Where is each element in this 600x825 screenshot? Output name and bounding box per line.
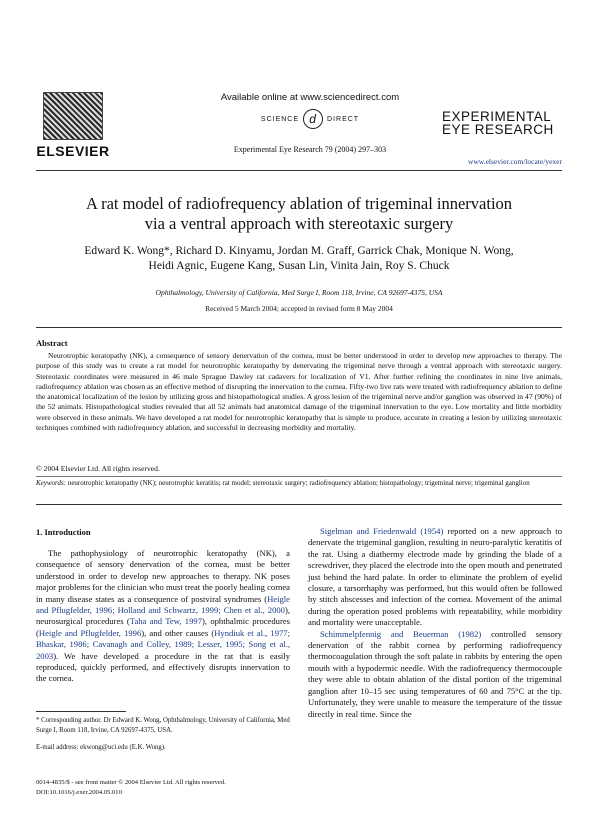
abstract-heading: Abstract xyxy=(36,338,68,348)
journal-url-link[interactable]: www.elsevier.com/locate/yexer xyxy=(467,157,562,166)
section-heading: 1. Introduction xyxy=(36,527,91,537)
citation-link[interactable]: Schimmelpfennig and Beuerman (1982) xyxy=(320,628,482,639)
citation-link[interactable]: Heigle and Pflugfelder, 1996 xyxy=(38,627,142,638)
title-line-2: via a ventral approach with stereotaxic surgery xyxy=(144,214,454,233)
text-run: ), neurosurgical procedures ( xyxy=(36,605,290,627)
text-run: The pathophysiology of neurotrophic keratopathy (NK), a consequence of sensory denervation of the cornea, must be better understood in order to develop new approaches to therapy. NK poses major problems for the clinician who must treat the poorly healing cornea in many disease states as a consequence of postviral syndromes ( xyxy=(36,548,290,604)
affiliation: Ophthalmology, University of California, Med Surge I, Room 118, Irvine, CA 92697-4375, USA xyxy=(155,288,443,297)
keywords-list: neurotrophic keratopathy (NK); neurotrophic keratitis; rat model; stereotaxic surgery; radiofrequency ablation; histopathology; trigeminal nerve; trigeminal ganglion xyxy=(67,479,530,487)
divider xyxy=(36,504,562,505)
sd-mark-icon: d xyxy=(303,109,323,129)
citation-link[interactable]: Sigelman and Friedenwald (1954) xyxy=(320,526,444,536)
publisher-name: ELSEVIER xyxy=(36,143,110,159)
available-online-text: Available online at www.sciencedirect.com xyxy=(220,92,400,103)
citation-link[interactable]: Heigle and Pflugfelder, 1996; Holland and Schwartz, 1999; Chen et al., 2000 xyxy=(36,593,290,616)
divider xyxy=(36,170,562,171)
citation-link[interactable]: Hyndiuk et al., 1977; Bhaskar, 1986; Cavanagh and Colley, 1989; Lesser, 1995; Song et al., 2003 xyxy=(36,627,290,661)
elsevier-logo xyxy=(36,92,110,160)
author-list xyxy=(36,244,562,274)
intro-right-column xyxy=(308,526,562,720)
received-dates: Received 5 March 2004; accepted in revised form 8 May 2004 xyxy=(205,304,393,313)
article-title xyxy=(36,194,562,234)
footnote-corresponding: * Corresponding author. Dr Edward K. Wong, Ophthalmology, University of California, Med Surge I, Room 118, Irvine, CA 92697-4375, USA. xyxy=(36,717,290,734)
citation-link[interactable]: Taha and Tew, 1997 xyxy=(129,616,202,627)
keywords xyxy=(36,479,562,489)
footnote-divider xyxy=(36,711,126,712)
authors-line-2: Heidi Agnic, Eugene Kang, Susan Lin, Vinita Jain, Roy S. Chuck xyxy=(148,260,450,272)
sciencedirect-logo xyxy=(240,108,380,130)
title-line-1: A rat model of radiofrequency ablation of trigeminal innervation xyxy=(85,194,513,213)
divider xyxy=(36,327,562,328)
keywords-label: Keywords: xyxy=(36,479,67,487)
divider xyxy=(36,476,562,477)
journal-logo xyxy=(442,110,562,136)
elsevier-tree-icon xyxy=(43,92,103,140)
journal-logo-line2: EYE RESEARCH xyxy=(442,122,554,137)
issn-line: 0014-4835/$ - see front matter © 2004 Elsevier Ltd. All rights reserved. xyxy=(36,779,226,786)
text-run: ). We have developed a procedure in the rat that is easily reproduced, quickly performed, and effectively disrupts innervation to the cornea. xyxy=(36,650,290,684)
copyright-notice: © 2004 Elsevier Ltd. All rights reserved. xyxy=(36,464,160,473)
abstract-body: Neurotrophic keratopathy (NK), a consequence of sensory denervation of the cornea, must be better understood in order to develop new approaches to therapy. The purpose of this study was to create a rat model for neurotrophic keratopathy by denervating the trigeminal nerve through a ventral approach with stereotaxic surgery. Stereotaxic coordinates were measured in 46 male Sprague Dawley rat cadavers for localization of V1. After further refining the coordinates in nine live animals, radiofrequency ablation was chosen as an effective method of disrupting the innervation to the cornea. Fifty-two live rats were treated with radiofrequency ablation to define the anatomical localization of the lesion by utilizing gross and histopathological studies. A gross lesion of the trigeminal nerve and/or ganglion was observed in 47 (90%) of the 52 animals. Histopathological studies revealed that all 52 animals had anatomical damage of the trigeminal innervation to the eye. Low mortality and little morbidity were observed in these animals. We have developed a rat model for neurotrophic keratopathy that is simple to produce, accurate in creating a lesion by utilizing stereotaxic techniques combined with radiofrequency ablation, and successful in decreasing morbidity and mortality. xyxy=(36,351,562,433)
publication-info xyxy=(36,778,290,797)
paragraph xyxy=(308,526,562,629)
text-run: ), ophthalmic procedures ( xyxy=(36,616,290,638)
doi-line: DOI:10.1016/j.exer.2004.05.010 xyxy=(36,788,122,796)
intro-left-column xyxy=(36,548,290,685)
sd-right-text: DIRECT xyxy=(327,115,360,123)
authors-line-1: Edward K. Wong*, Richard D. Kinyamu, Jordan M. Graff, Garrick Chak, Monique N. Wong, xyxy=(84,245,514,257)
sd-left-text: SCIENCE xyxy=(260,115,300,123)
journal-citation: Experimental Eye Research 79 (2004) 297–303 xyxy=(233,145,387,154)
text-run: reported on a new approach to denervate the trigeminal ganglion, resulting in neuro-paralytic keratitis of the rat. Using a diathermy electrode made by grinding the blade of a screwdriver, they placed the electrode into the open mouth and penetrated just behind the hard palate. In order to eliminate the problem of eyelid closure, a tarsorrhaphy was performed, but this would often be followed by stitch abscesses and infection of the cornea. Movement of the animal during the operation posed problems with repeatability, while morbidity and mortality were unacceptable. xyxy=(308,526,562,628)
text-run: controlled sensory denervation of the rabbit cornea by performing radiofrequency thermocoagulation through the soft palate in rabbits by entering the open mouth with a hypodermic needle. With the radiofrequency thermocouple they were able to obtain ablation of the distal portion of the trigeminal ganglion after 10–15 sec using temperatures of 60 and 75°C at the tip. Unfortunately, they were unable to measure the temperature of the tissue directly in real time. Since the xyxy=(308,628,562,719)
paragraph xyxy=(308,629,562,720)
journal-logo-line1: EXPERIMENTAL xyxy=(442,109,552,124)
footnote-email: E-mail address: ekwong@uci.edu (E.K. Wong). xyxy=(36,744,166,751)
text-run: ), and other causes ( xyxy=(141,627,215,638)
